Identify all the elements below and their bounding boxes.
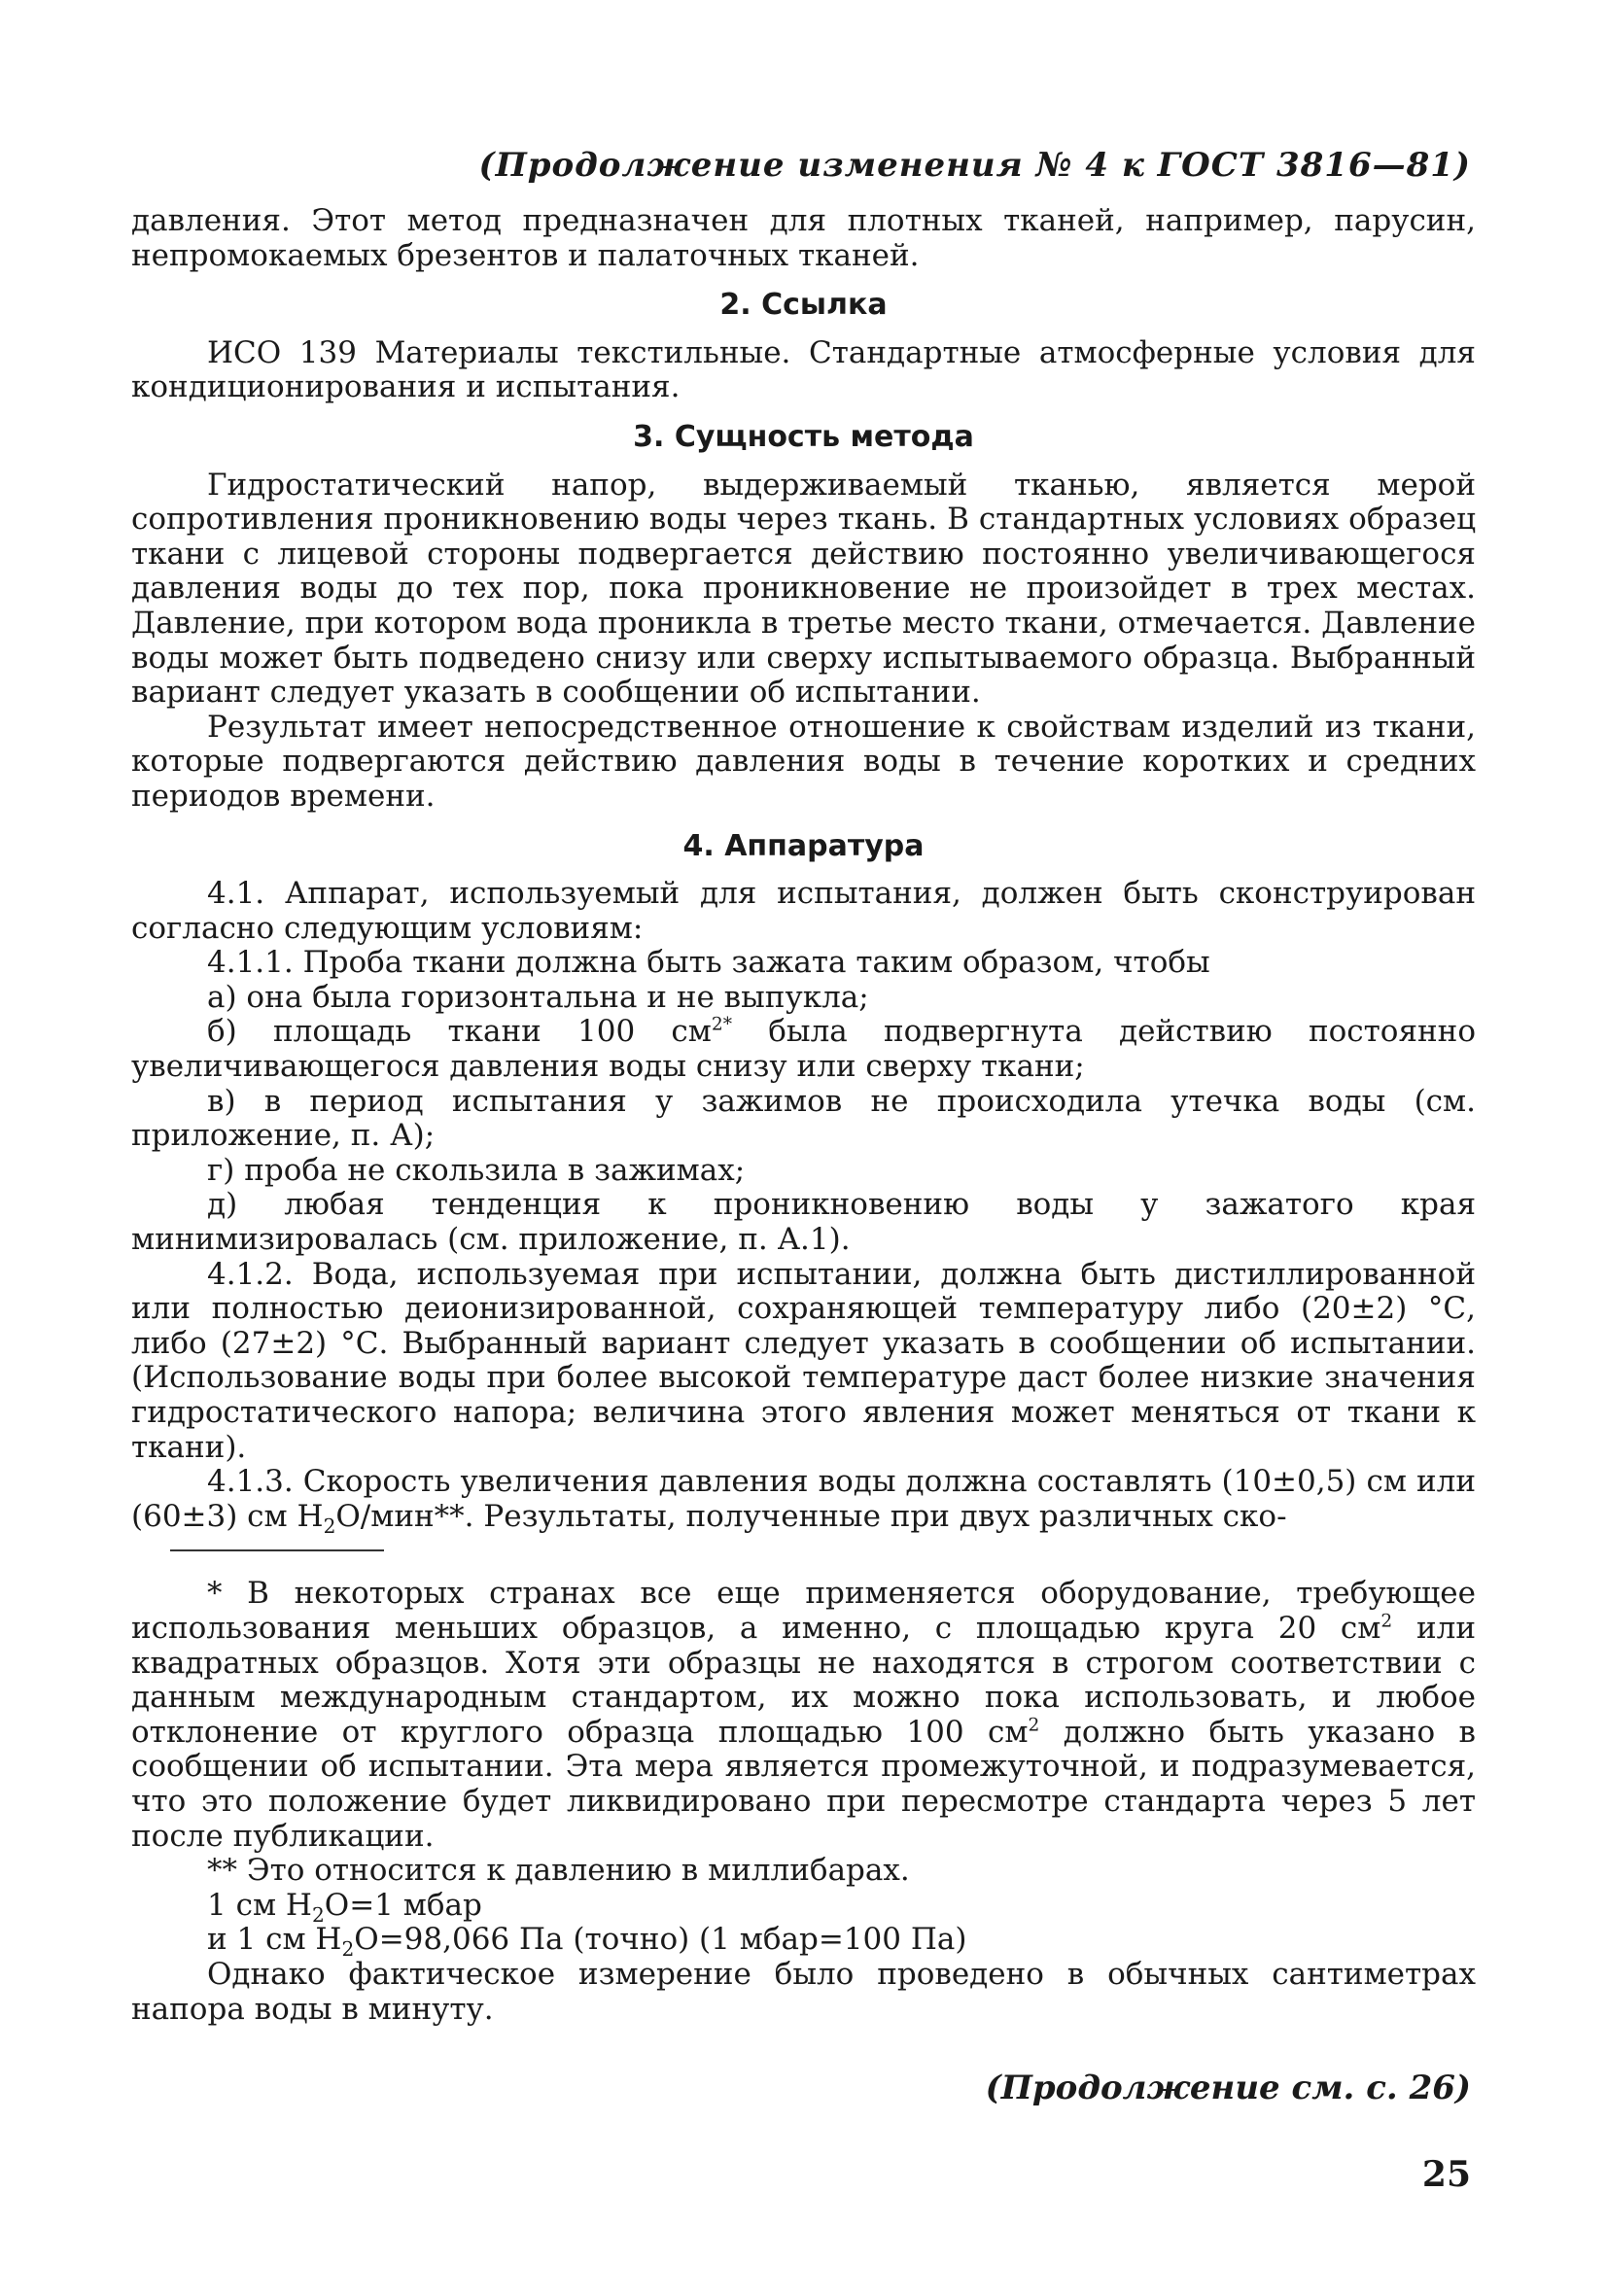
clause-4-1-1: 4.1.1. Проба ткани должна быть зажата таким образом, чтобы (207, 945, 1210, 981)
list-item-g: г) проба не скользила в зажимах; (207, 1152, 746, 1188)
page-number: 25 (1421, 2154, 1471, 2195)
continuation-header: (Продолжение изменения № 4 к ГОСТ 3816—81) (478, 146, 1471, 185)
list-item-d: д) любая тенденция к проникновению воды у зажатого края минимизировалась (см. приложение, п. А.1). (131, 1187, 1476, 1258)
references-paragraph: ИСО 139 Материалы текстильные. Стандартные атмосферные условия для кондиционирования и испытания. (131, 334, 1476, 405)
section-heading-references: 2. Ссылка (719, 288, 888, 323)
list-item-v: в) в период испытания у зажимов не происходила утечка воды (см. приложение, п. А); (131, 1083, 1476, 1154)
section-heading-apparatus: 4. Аппаратура (682, 828, 925, 863)
footnote-1: * В некоторых странах все еще применяется оборудование, требующее использования меньших образцов, а именно, с площадью круга 20 $см^2$ или квадратных образцов. Хотя эти образцы не находятся в строгом соответствии с данным международным стандартом, их можно пока использовать, и любое отклонение от круглого образца площадью 100 $см^2$ должно быть указано в сообщении об испытании. Эта мера является промежуточной, и подразумевается, что это положение будет ликвидировано при пересмотре стандарта через 5 лет после публикации. (131, 1576, 1476, 1854)
clause-4-1: 4.1. Аппарат, используемый для испытания, должен быть сконструирован согласно следующим условиям: (131, 876, 1476, 946)
footnote-conclusion: Однако фактическое измерение было проведено в обычных сантиметрах напора воды в минуту. (131, 1956, 1476, 2027)
principle-paragraph-1: Гидростатический напор, выдерживаемый тканью, является мерой сопротивления проникновению воды через ткань. В стандартных условиях образец ткани с лицевой стороны подвергается действию постоянно увеличивающегося давления воды до тех пор, пока проникновение не произойдет в трех местах. Давление, при котором вода проникла в третье место ткани, отмечается. Давление воды может быть подведено снизу или сверху испытываемого образца. Выбранный вариант следует указать в сообщении об испытании. (131, 467, 1476, 711)
footnotes (131, 1577, 1476, 2027)
list-item-b: б) площадь ткани 100 $см^{2*}$ была подвергнута действию постоянно увеличивающегося давления воды снизу или сверху ткани; (131, 1014, 1476, 1085)
footnote-divider (170, 1549, 384, 1551)
clause-4-1-2: 4.1.2. Вода, используемая при испытании, должна быть дистиллированной или полностью деионизированной, сохраняющей температуру либо (20±2) °С, либо (27±2) °С. Выбранный вариант следует указать в сообщении об испытании. (Использование воды при более высокой температуре даст более низкие значения гидростатического напора; величина этого явления может меняться от ткани к ткани). (131, 1256, 1476, 1465)
equation-2: и 1 см $H_2O=98,066$ Па (точно) (1 мбар=100 Па) (207, 1922, 967, 1962)
clause-4-1-3: 4.1.3. Скорость увеличения давления воды должна составлять (10±0,5) см или (60±3) см $H_2O/мин**$. Результаты, полученные при двух различных ско- (131, 1464, 1476, 1538)
continuation-footer: (Продолжение см. с. 26) (985, 2069, 1471, 2107)
intro-paragraph: давления. Этот метод предназначен для плотных тканей, например, парусин, непромокаемых брезентов и палаточных тканей. (131, 203, 1476, 273)
footnote-2: ** Это относится к давлению в миллибарах. (207, 1853, 910, 1889)
equation-1: 1 см $H_2O=1$ мбар (207, 1887, 482, 1927)
section-heading-principle: 3. Сущность метода (633, 419, 974, 454)
list-item-a: а) она была горизонтальна и не выпукла; (207, 979, 869, 1015)
principle-paragraph-2: Результат имеет непосредственное отношение к свойствам изделий из ткани, которые подвергаются действию давления воды в течение коротких и средних периодов времени. (131, 709, 1476, 814)
document-body (131, 204, 1476, 2027)
